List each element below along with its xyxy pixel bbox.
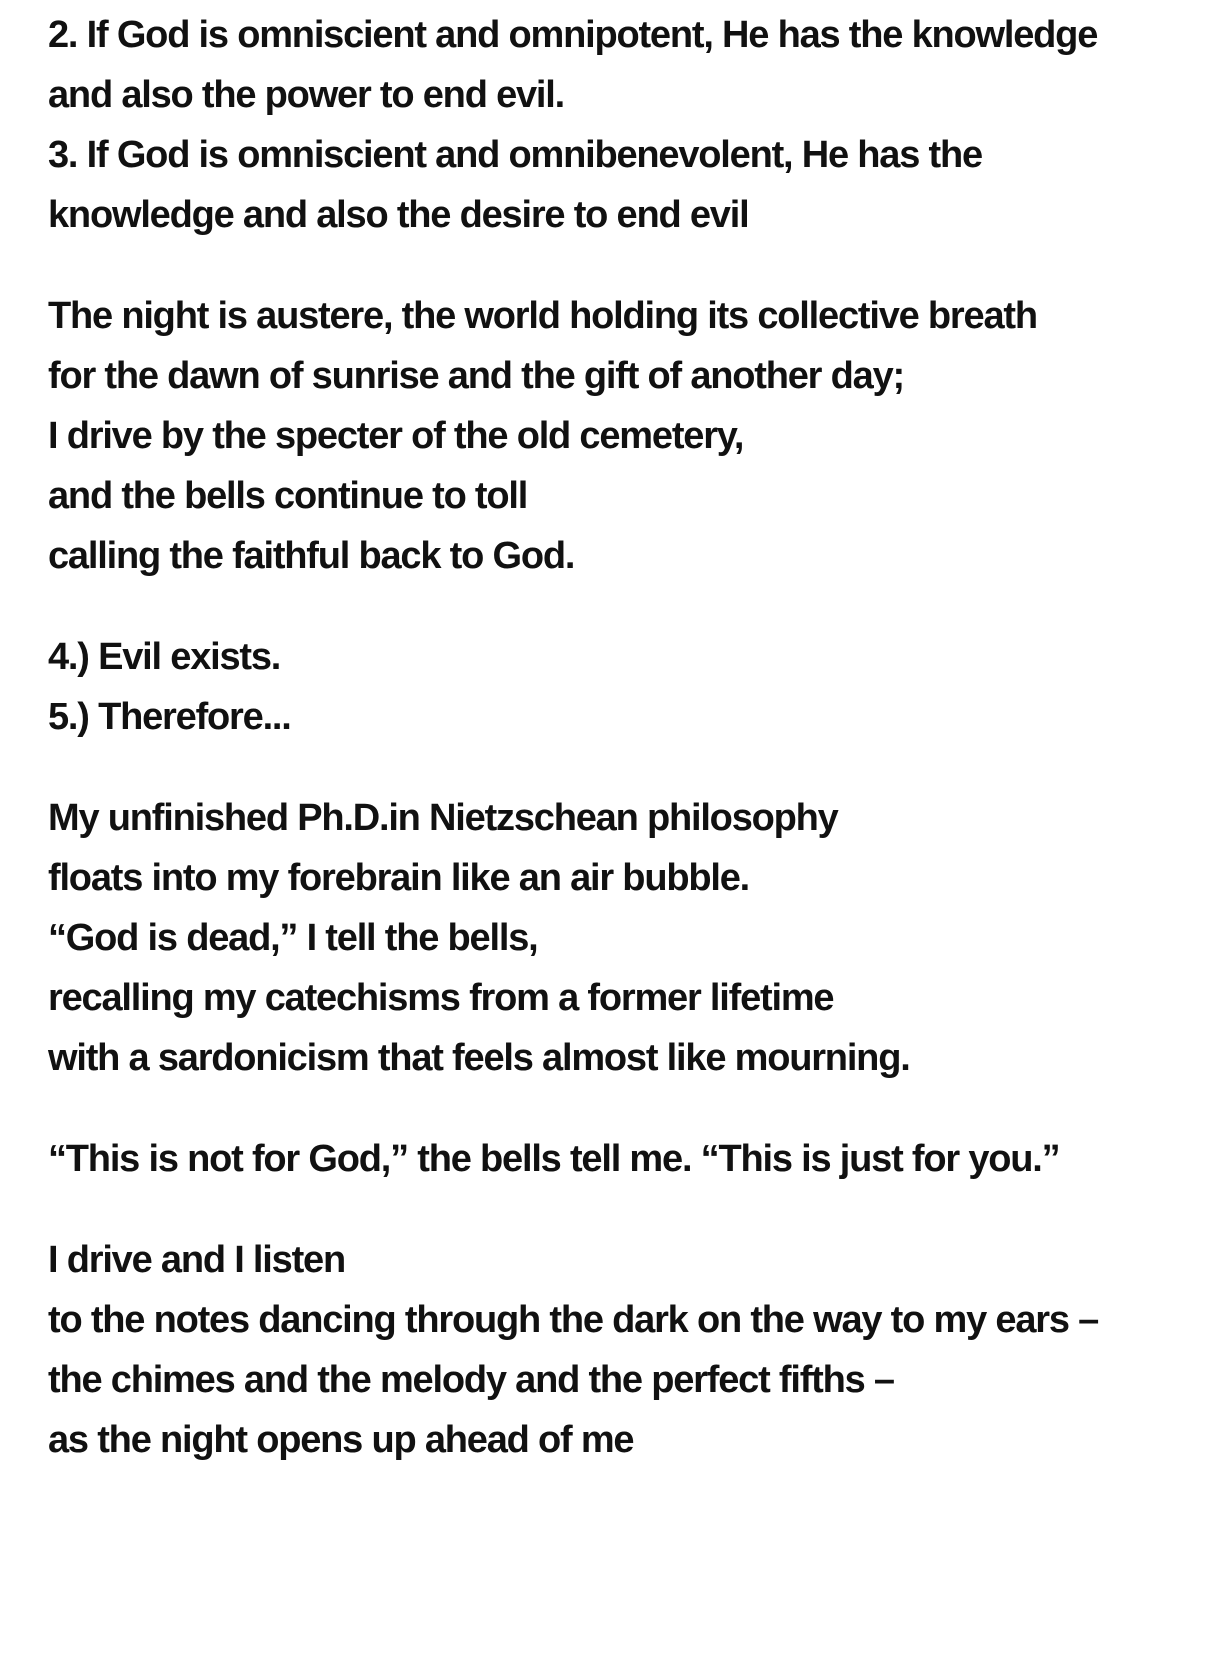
text-line: The night is austere, the world holding its collective breath <box>48 295 1037 337</box>
stanza-bells-reply <box>48 1129 1166 1189</box>
text-line: “God is dead,” I tell the bells, <box>48 917 538 959</box>
text-line: My unfinished Ph.D.in Nietzschean philosophy <box>48 797 838 839</box>
text-line: 5.) Therefore... <box>48 696 291 738</box>
text-line: 3. If God is omniscient and omnibenevolent, He has the knowledge and also the desire to end evil <box>48 134 982 236</box>
text-line: with a sardonicism that feels almost like mourning. <box>48 1037 910 1079</box>
stanza-night-drive <box>48 286 1166 586</box>
text-line: I drive and I listen <box>48 1239 345 1281</box>
text-line: floats into my forebrain like an air bubble. <box>48 857 750 899</box>
text-line: as the night opens up ahead of me <box>48 1419 634 1461</box>
stanza-nietzsche <box>48 788 1166 1088</box>
text-line: I drive by the specter of the old cemetery, <box>48 415 744 457</box>
text-line: 4.) Evil exists. <box>48 636 281 678</box>
stanza-premises-2-3 <box>48 5 1166 245</box>
text-line: calling the faithful back to God. <box>48 535 575 577</box>
text-line: to the notes dancing through the dark on the way to my ears – <box>48 1299 1099 1341</box>
text-line: “This is not for God,” the bells tell me. “This is just for you.” <box>48 1138 1060 1180</box>
text-line: 2. If God is omniscient and omnipotent, He has the knowledge and also the power to end evil. <box>48 14 1098 116</box>
stanza-premises-4-5 <box>48 627 1166 747</box>
text-line: recalling my catechisms from a former lifetime <box>48 977 834 1019</box>
text-line: and the bells continue to toll <box>48 475 528 517</box>
stanza-listening <box>48 1230 1166 1470</box>
text-line: for the dawn of sunrise and the gift of another day; <box>48 355 904 397</box>
text-line: the chimes and the melody and the perfect fifths – <box>48 1359 894 1401</box>
